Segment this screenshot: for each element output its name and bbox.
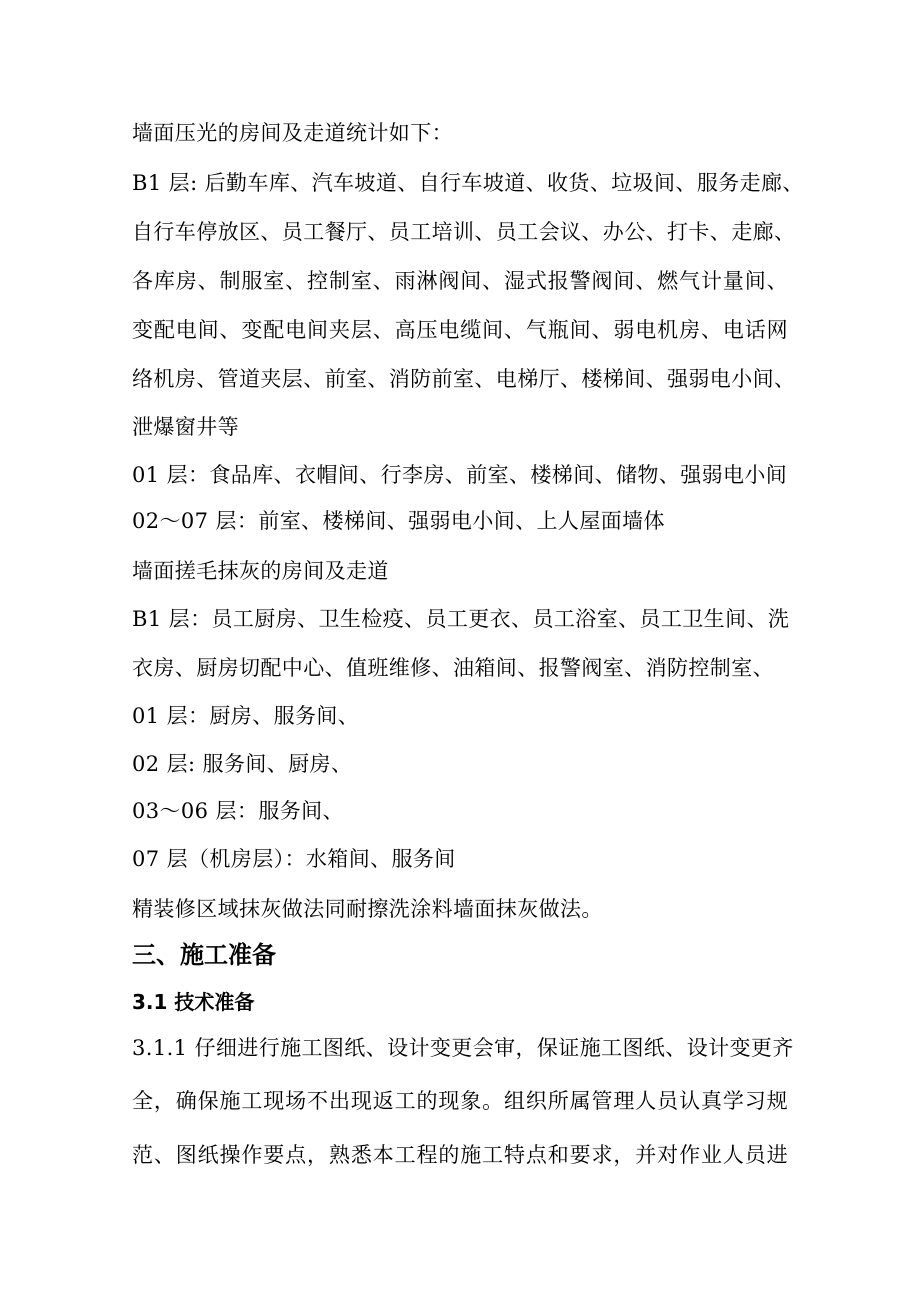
press-b1-line-1: B1 层: 后勤车库、汽车坡道、自行车坡道、收货、垃圾间、服务走廊、 xyxy=(132,171,804,195)
press-b1-line-4: 变配电间、变配电间夹层、高压电缆间、气瓶间、弱电机房、电话网 xyxy=(132,318,788,342)
press-b1-line-5: 络机房、管道夹层、前室、消防前室、电梯厅、楼梯间、强弱电小间、 xyxy=(132,367,796,391)
rough-b1-line-2: 衣房、厨房切配中心、值班维修、油箱间、报警阀室、消防控制室、 xyxy=(132,656,774,680)
tech-prep-line-2: 全，确保施工现场不出现返工的现象。组织所属管理人员认真学习规 xyxy=(132,1089,788,1113)
press-b1-line-6: 泄爆窗井等 xyxy=(132,415,239,439)
rough-b1-line-1: B1 层：员工厨房、卫生检疫、员工更衣、员工浴室、员工卫生间、洗 xyxy=(132,607,790,631)
rough-intro: 墙面搓毛抹灰的房间及走道 xyxy=(132,559,389,583)
press-floor-02-07: 02～07 层：前室、楼梯间、强弱电小间、上人屋面墙体 xyxy=(132,509,665,533)
rough-floor-03-06: 03～06 层：服务间、 xyxy=(132,799,344,823)
section-heading: 三、施工准备 xyxy=(132,941,276,969)
rough-floor-07: 07 层（机房层）：水箱间、服务间 xyxy=(132,847,456,871)
tech-prep-line-1: 3.1.1 仔细进行施工图纸、设计变更会审，保证施工图纸、设计变更齐 xyxy=(132,1036,794,1060)
press-b1-line-3: 各库房、制服室、控制室、雨淋阀间、湿式报警阀间、燃气计量间、 xyxy=(132,269,788,293)
finish-note: 精装修区域抹灰做法同耐擦洗涂料墙面抹灰做法。 xyxy=(132,897,603,921)
press-b1-line-2: 自行车停放区、员工餐厅、员工培训、员工会议、办公、打卡、走廊、 xyxy=(132,220,796,244)
rough-floor-02: 02 层: 服务间、厨房、 xyxy=(132,752,353,776)
subsection-heading: 3.1 技术准备 xyxy=(132,990,255,1014)
press-floor-01: 01 层：食品库、衣帽间、行李房、前室、楼梯间、储物、强弱电小间 xyxy=(132,463,788,487)
tech-prep-line-3: 范、图纸操作要点，熟悉本工程的施工特点和要求，并对作业人员进 xyxy=(132,1143,788,1167)
press-intro: 墙面压光的房间及走道统计如下： xyxy=(132,121,453,145)
rough-floor-01: 01 层：厨房、服务间、 xyxy=(132,704,360,728)
